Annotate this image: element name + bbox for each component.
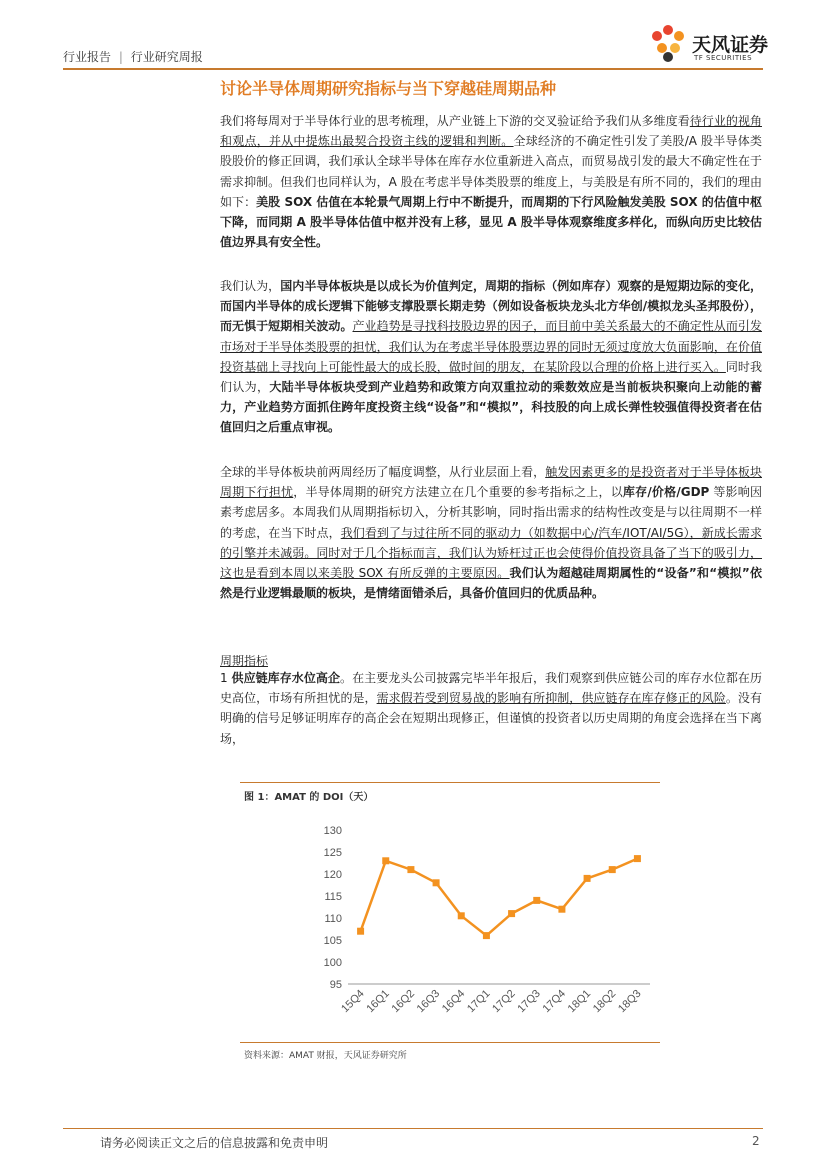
text-run: 我们认为，	[220, 279, 281, 293]
y-tick-label: 130	[323, 825, 342, 837]
x-tick-label: 16Q3	[414, 987, 443, 1016]
x-tick-label: 18Q3	[616, 987, 644, 1016]
data-point	[483, 932, 490, 939]
paragraph-1	[220, 111, 762, 252]
x-tick-label: 16Q1	[364, 987, 392, 1016]
text-run: 同时我们认为，	[220, 359, 762, 395]
text-run: 全球的半导体板块前两周经历了幅度调整，从行业层面上看，	[220, 465, 546, 479]
page-number: 2	[752, 1134, 760, 1148]
text-run: 。没有明确的信号足够证明库存的高企会在短期出现修正，但谨慎的投资者以历史周期的角度会选择在当下离场，	[220, 691, 762, 746]
underlined-text: 我们看到了与过往所不同的驱动力（如数据中心/汽车/IOT/AI/5G），新成长需求的引擎并未减弱。同时对于几个指标而言，我们认为矫枉过正也会使得价值投资具备了当下的吸引力，这也是看到本周以来美股 SOX 有所反弹的主要原因。	[220, 525, 762, 581]
underlined-text: 待行业的视角和观点，并从中提炼出最契合投资主线的逻辑和判断。	[220, 114, 762, 149]
text-run: 等影响因素考虑居多。本周我们从周期指标切入，分析其影响，同时指出需求的结构性改变是与以往周期不一样的考虑，在当下时点，	[220, 485, 762, 540]
figure-top-rule	[240, 782, 660, 783]
figure-title: 图 1：AMAT 的 DOI（天）	[244, 792, 374, 803]
text-run: ，半导体周期的研究方法建立在几个重要的参考指标之上，以	[293, 485, 623, 500]
x-tick-label: 17Q3	[515, 987, 543, 1016]
figure-bottom-rule	[240, 1042, 660, 1043]
data-point	[407, 866, 414, 873]
report-series: 行业研究周报	[130, 50, 203, 64]
data-point	[584, 875, 591, 882]
y-tick-label: 115	[324, 891, 342, 903]
data-point	[508, 910, 515, 917]
underlined-text: 需求假若受到贸易战的影响有所抑制，供应链存在库存修正的风险	[376, 691, 726, 706]
bold-text: 美股 SOX 估值在本轮景气周期上行中不断提升，而周期的下行风险触发美股 SOX 的估值中枢下降，而同期 A 股半导体估值中枢并没有上移，显见 A 股半导体观察维度多样化，而纵向历史比较估值边界具有安全性。	[220, 194, 762, 250]
report-header	[63, 48, 203, 65]
logo-name-cn: 天风证券	[692, 34, 769, 56]
sub-heading: 周期指标	[220, 654, 269, 668]
logo-name-en: TF SECURITIES	[694, 54, 753, 62]
x-tick-label: 18Q1	[565, 987, 594, 1016]
x-tick-label: 17Q2	[490, 987, 518, 1016]
figure-source: 资料来源：AMAT 财报，天风证券研究所	[244, 1051, 407, 1061]
data-point	[634, 855, 641, 862]
bold-text: 大陆半导体板块受到产业趋势和政策方向双重拉动的乘数效应是当前板块积聚向上动能的蓄力，产业趋势方面抓住跨年度投资主线“设备”和“模拟”，科技股的向上成长弹性较强值得投资者在估值回归之后重点审视。	[220, 380, 762, 435]
data-point	[433, 879, 440, 886]
header-separator: |	[118, 50, 123, 64]
y-tick-label: 95	[329, 979, 342, 991]
company-logo	[648, 24, 768, 70]
data-point	[458, 912, 465, 919]
x-tick-label: 15Q4	[339, 987, 367, 1016]
report-type: 行业报告	[63, 50, 112, 64]
x-tick-label: 16Q2	[389, 987, 418, 1016]
x-tick-label: 17Q4	[540, 987, 569, 1016]
paragraph-4	[220, 668, 762, 749]
text-run: 全球经济的不确定性引发了美股/A 股半导体类股股价的修正回调，我们承认全球半导体在库存水位重新进入高点，而贸易战引发的最大不确定性在于需求抑制。但我们也同样认为，A 股在考虑半导体类股票的维度上，与美股是有所不同的，我们的理由如下：	[220, 134, 762, 209]
paragraph-3	[220, 462, 762, 603]
underlined-text: 触发因素更多的是投资者对于半导体板块周期下行担忧	[220, 465, 762, 500]
footer-rule	[63, 1128, 763, 1129]
bold-text: 供应链库存水位高企	[231, 671, 341, 685]
series-line	[361, 859, 638, 936]
logo-icon	[648, 24, 688, 64]
bold-text: 我们认为超越硅周期属性的“设备”和“模拟”依然是行业逻辑最顺的板块，是情绪面错杀后，具备价值回归的优质品种。	[220, 566, 762, 601]
footer-disclaimer: 请务必阅读正文之后的信息披露和免责申明	[100, 1136, 329, 1150]
x-tick-label: 17Q1	[465, 987, 493, 1016]
y-tick-label: 120	[323, 869, 342, 881]
y-tick-label: 125	[323, 847, 342, 859]
bold-text: 库存/价格/GDP	[622, 485, 710, 500]
text-run: 。在主要龙头公司披露完毕半年报后，我们观察到供应链公司的库存水位都在历史高位，市场有所担忧的是，	[220, 671, 762, 706]
doi-line-chart	[240, 808, 660, 1038]
data-point	[558, 906, 565, 913]
text-run: 我们将每周对于半导体行业的思考梳理，从产业链上下游的交叉验证给予我们从多维度看	[220, 114, 690, 128]
x-tick-label: 18Q2	[590, 987, 619, 1016]
underlined-text: 产业趋势是寻找科技股边界的因子，而目前中美关系最大的不确定性从而引发市场对于半导体类股票的担忧，我们认为在考虑半导体股票边界的同时无须过度放大负面影响，在价值投资基础上寻找向上可能性最大的成长股，做时间的朋友，在某阶段以合理的价格上进行买入。	[220, 319, 762, 374]
data-point	[357, 928, 364, 935]
y-tick-label: 105	[323, 935, 342, 947]
y-tick-label: 100	[323, 957, 342, 969]
data-point	[533, 897, 540, 904]
bold-text: 国内半导体板块是以成长为价值判定，周期的指标（例如库存）观察的是短期边际的变化，而国内半导体的成长逻辑下能够支撑股票长期走势（例如设备板块龙头北方华创/模拟龙头圣邦股份），而无惧于短期相关波动。	[220, 279, 762, 334]
y-tick-label: 110	[324, 913, 342, 925]
text-run: 1	[220, 671, 232, 685]
x-tick-label: 16Q4	[439, 987, 468, 1016]
section-title: 讨论半导体周期研究指标与当下穿越硅周期品种	[220, 79, 557, 98]
paragraph-2	[220, 276, 762, 438]
data-point	[609, 866, 616, 873]
data-point	[382, 857, 389, 864]
